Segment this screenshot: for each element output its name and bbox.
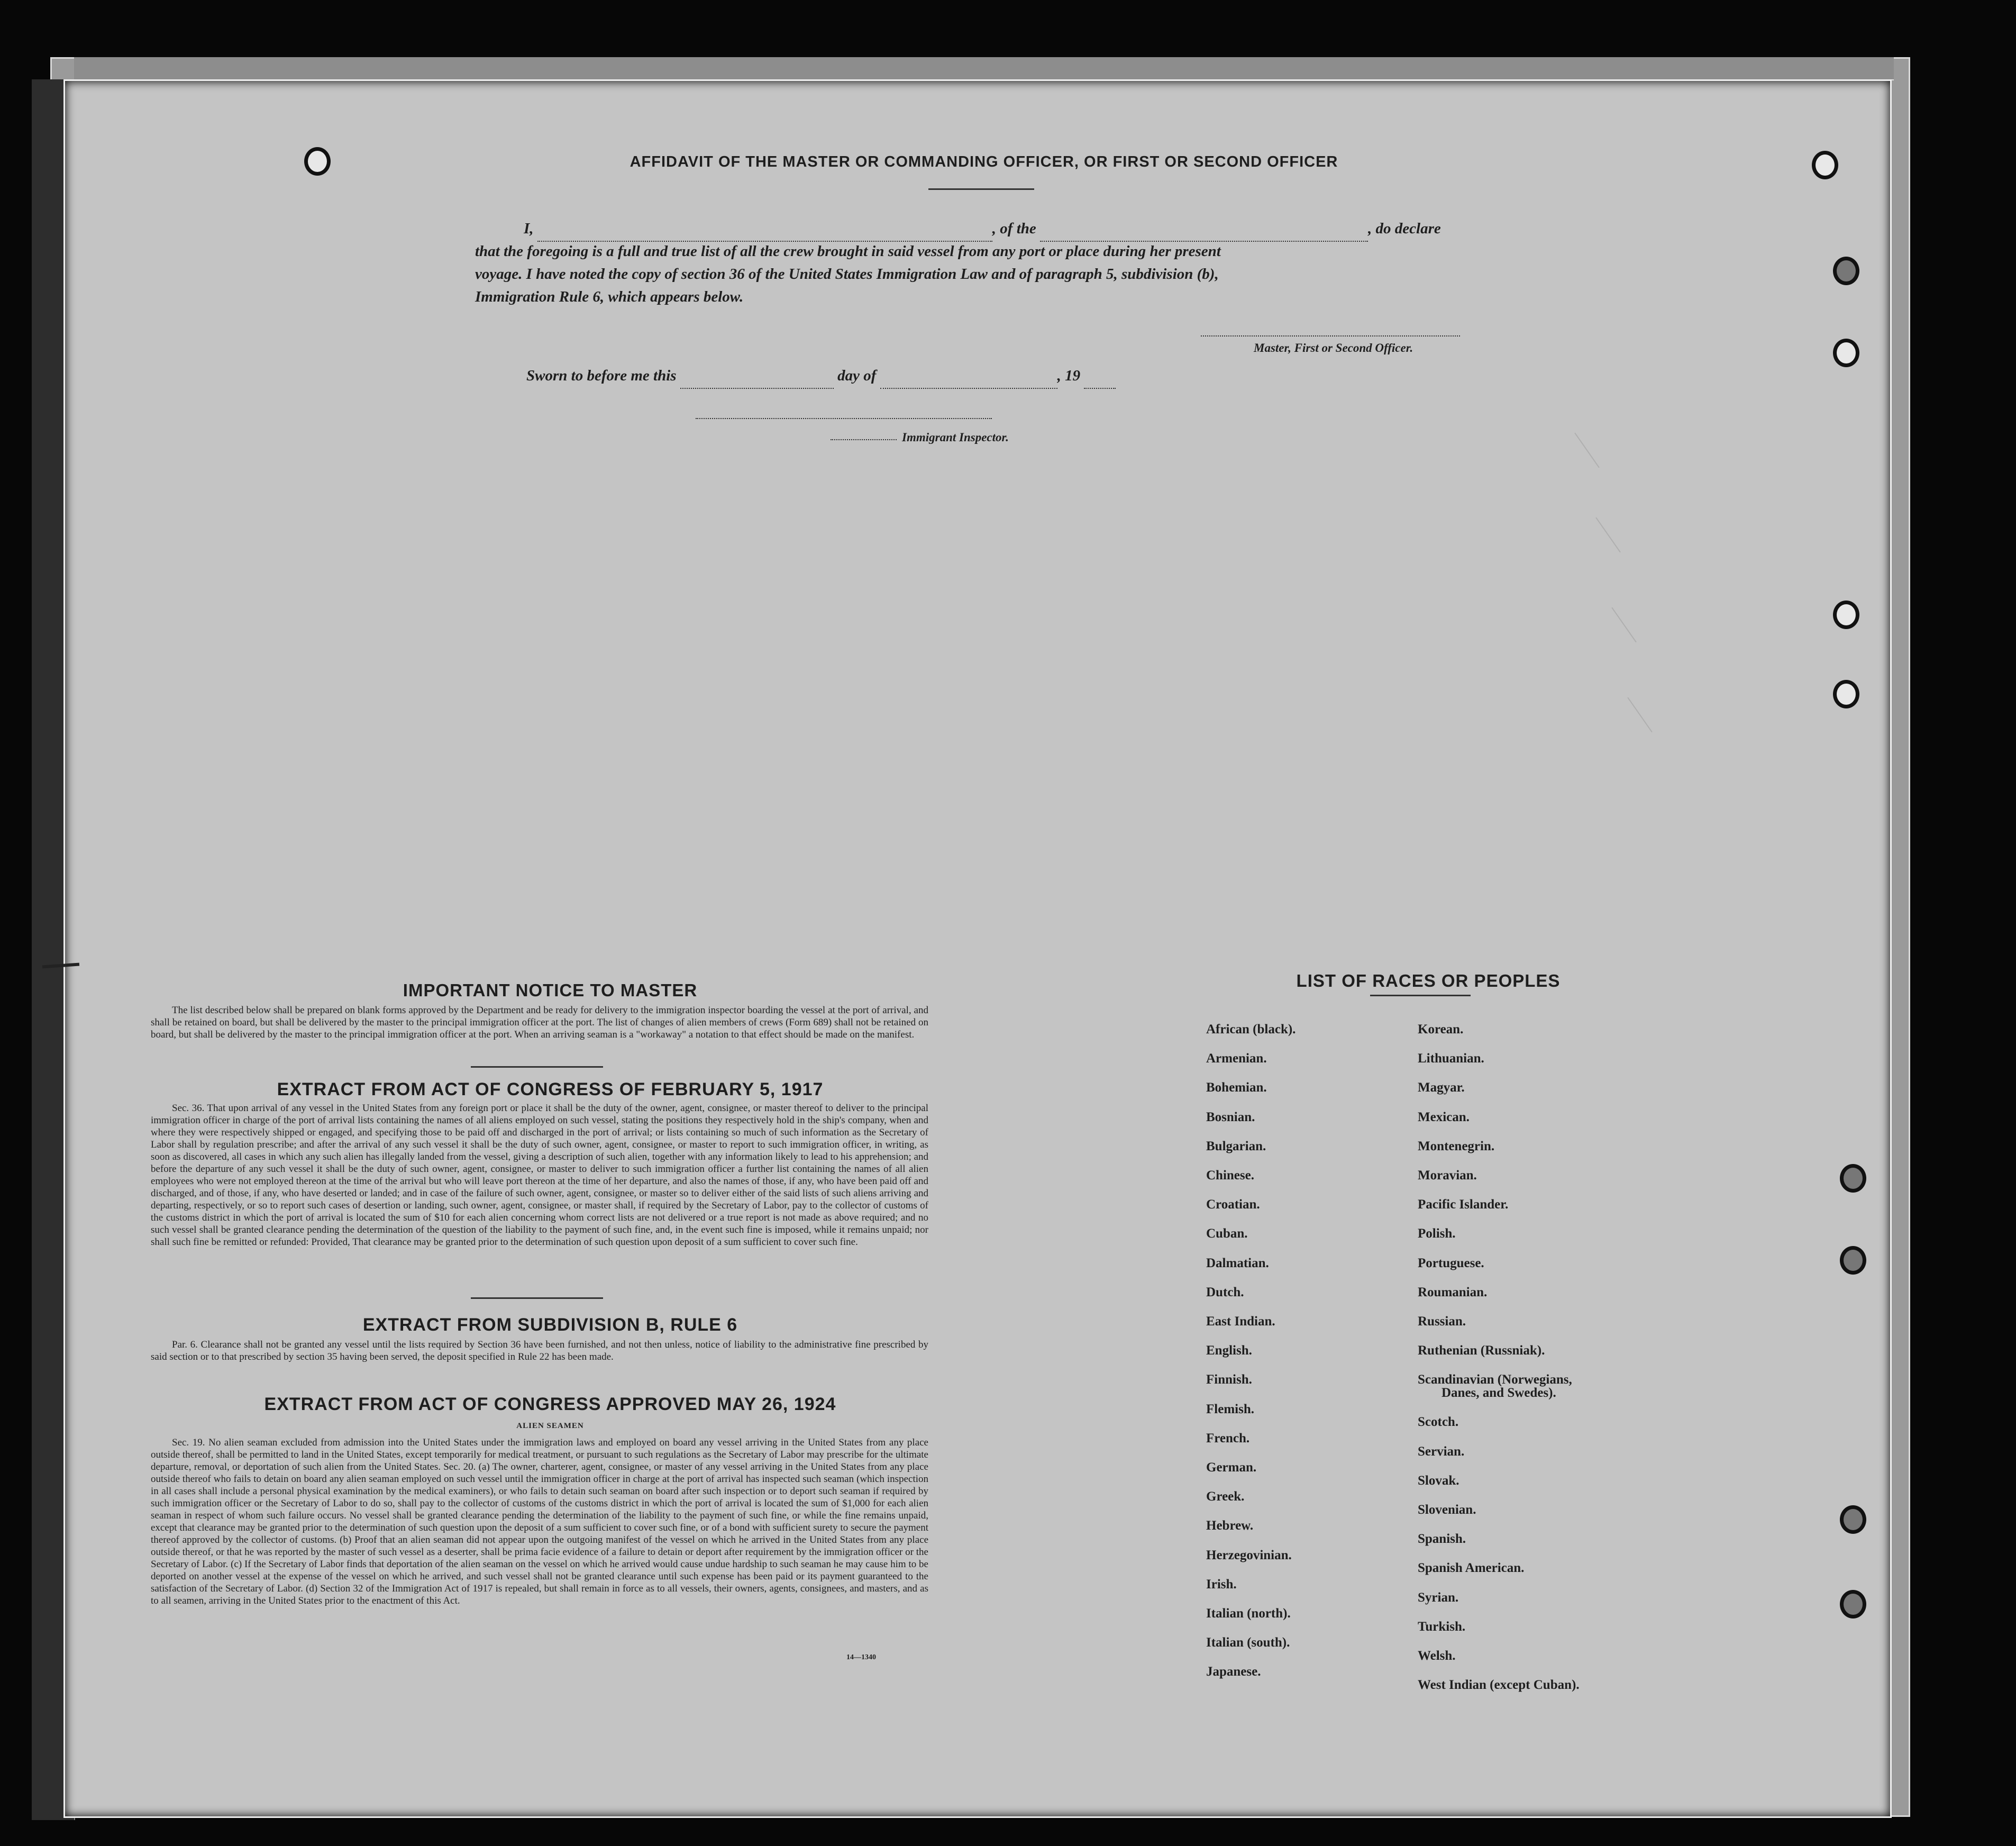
extract-1917-divider	[471, 1297, 603, 1299]
extract-1924-subtitle: ALIEN SEAMEN	[516, 1422, 584, 1430]
race-entry: East Indian.	[1206, 1314, 1275, 1329]
binding-hole-icon	[1833, 257, 1859, 285]
race-entry: Danes, and Swedes).	[1442, 1386, 1556, 1401]
race-entry: Herzegovinian.	[1206, 1548, 1292, 1562]
race-entry: Italian (south).	[1206, 1635, 1290, 1650]
race-entry: Dalmatian.	[1206, 1256, 1269, 1270]
race-entry: Slovenian.	[1418, 1503, 1476, 1517]
extract-1924-title: EXTRACT FROM ACT OF CONGRESS APPROVED MAY 26, 1924	[264, 1394, 836, 1414]
extract-1917-title: EXTRACT FROM ACT OF CONGRESS OF FEBRUARY 5, 1917	[277, 1079, 824, 1099]
race-entry: Scandinavian (Norwegians,	[1418, 1372, 1572, 1387]
race-entry: Scotch.	[1418, 1415, 1459, 1430]
race-entry: Servian.	[1418, 1444, 1465, 1459]
race-entry: Ruthenian (Russniak).	[1418, 1343, 1545, 1358]
binding-hole-icon	[1833, 339, 1859, 367]
name-blank	[537, 217, 992, 242]
race-entry: Dutch.	[1206, 1285, 1244, 1299]
race-entry: Slovak.	[1418, 1473, 1459, 1488]
race-entry: Pacific Islander.	[1418, 1197, 1509, 1212]
race-entry: Montenegrin.	[1418, 1139, 1495, 1153]
binding-hole-icon	[1840, 1164, 1866, 1193]
master-signature-label: Master, First or Second Officer.	[1254, 341, 1413, 354]
title-divider	[928, 188, 1034, 190]
binding-hole-icon	[1840, 1246, 1866, 1275]
binding-hole-icon	[1840, 1505, 1866, 1534]
race-entry: Polish.	[1418, 1226, 1456, 1241]
race-entry: English.	[1206, 1343, 1252, 1358]
race-entry: Turkish.	[1418, 1619, 1466, 1634]
binding-hole-icon	[1840, 1590, 1866, 1618]
form-number: 14—1340	[846, 1653, 876, 1661]
extract-1917-text: Sec. 36. That upon arrival of any vessel in the United States from any foreign port or place it shall be the duty of the owner, agent, consignee, or master thereof to deliver to the principal immigration officer in charge of the port of arrival lists containing the names of all aliens employed on such vessel, stating the positions they respectively hold in the ship's company, when and where they were respectively shipped or engaged, and specifying those to be paid off and discharged in the port of arrival; or lists containing so much of such information as the Secretary of Labor shall by regulation prescribe; and after the arrival of any such vessel it shall be the duty of such owner, agent, consignee, or master to report to such immigration officer, in writing, as soon as discovered, all cases in which any such alien has illegally landed from the vessel, giving a description of such alien, together with any information likely to lead to his apprehension; and before the departure of any such vessel it shall be the duty of such owner, agent, consignee, or master to deliver to such immigration officer a further list containing the names of all alien employees who were not employed thereon at the time of the arrival but who will leave port thereon at the time of her departure, and also the names of those, if any, who have been paid off and discharged, and of those, if any, who have deserted or landed; and in case of the failure of such owner, agent, consignee, or master so to deliver either of the said lists of such aliens arriving and departing, respectively, or so to report such cases of desertion or landing, such owner, agent, consignee, or master shall, if required by the Secretary of Labor, pay to the collector of customs of the customs district in which the port of arrival is located the sum of $10 for each alien concerning whom correct lists are not delivered or a true report is not made as above required; and no such vessel shall be granted clearance pending the determination of the question of the liability to the payment of such fine, and, in the event such fine is imposed, while it remains unpaid; nor shall such fine be remitted or refunded: Provided, That clearance may be granted prior to the determination of such question upon deposit of a sum sufficient to cover such fine.	[151, 1103, 928, 1248]
races-divider	[1370, 995, 1471, 996]
race-entry: Greek.	[1206, 1489, 1245, 1504]
affidavit-title: AFFIDAVIT OF THE MASTER OR COMMANDING OFFICER, OR FIRST OR SECOND OFFICER	[630, 153, 1338, 170]
i-label: I,	[524, 220, 534, 237]
sworn-year-blank	[1084, 364, 1116, 389]
declaration-line-4: Immigration Rule 6, which appears below.	[475, 288, 744, 305]
race-entry: Bosnian.	[1206, 1110, 1255, 1124]
notice-divider	[471, 1066, 603, 1068]
sworn-line	[526, 364, 1116, 389]
race-entry: Lithuanian.	[1418, 1051, 1484, 1066]
race-entry: Finnish.	[1206, 1372, 1252, 1387]
race-entry: Japanese.	[1206, 1665, 1261, 1679]
rule6-title: EXTRACT FROM SUBDIVISION B, RULE 6	[362, 1315, 738, 1335]
binding-hole-icon	[1833, 680, 1859, 708]
sworn-label: Sworn to before me this	[526, 367, 677, 384]
race-entry: Armenian.	[1206, 1051, 1267, 1066]
race-entry: Hebrew.	[1206, 1518, 1254, 1533]
race-entry: Moravian.	[1418, 1168, 1477, 1183]
race-entry: Spanish.	[1418, 1532, 1466, 1547]
binding-hole-icon	[1812, 151, 1838, 179]
races-title: LIST OF RACES OR PEOPLES	[1296, 971, 1561, 990]
race-entry: Korean.	[1418, 1022, 1464, 1036]
race-entry: Bohemian.	[1206, 1080, 1267, 1095]
race-entry: German.	[1206, 1460, 1257, 1475]
race-entry: Russian.	[1418, 1314, 1466, 1329]
race-entry: Mexican.	[1418, 1110, 1470, 1124]
declaration-line-1	[524, 217, 1441, 242]
race-entry: Welsh.	[1418, 1649, 1456, 1663]
notice-text: The list described below shall be prepared on blank forms approved by the Department and be ready for delivery to the immigration inspector boarding the vessel at the port of arrival, and shall be retained on board, but shall be delivered by the master to the principal immigration officer at the port. The list of changes of alien members of crews (Form 689) shall not be retained on board, but shall be delivered by the master to the principal immigration officer at the port. When an arriving seaman is a "workaway" a notation to that effect should be made on the manifest.	[151, 1005, 928, 1040]
day-of-label: day of	[837, 367, 877, 384]
race-entry: Irish.	[1206, 1577, 1237, 1592]
declaration-line-2: that the foregoing is a full and true list of all the crew brought in said vessel from any port or place during her present	[475, 243, 1221, 260]
race-entry: Flemish.	[1206, 1402, 1254, 1416]
of-the-label: , of the	[992, 220, 1036, 237]
rule6-text: Par. 6. Clearance shall not be granted any vessel until the lists required by Section 36 have been furnished, and not then unless, notice of liability to the administrative fine prescribed by said section or to that prescribed by section 35 having been served, the deposit specified in Rule 22 has been made.	[151, 1339, 928, 1362]
race-entry: West Indian (except Cuban).	[1418, 1678, 1580, 1693]
race-entry: Chinese.	[1206, 1168, 1254, 1183]
top-paper-edge	[74, 57, 1894, 80]
sworn-day-blank	[680, 364, 834, 389]
race-entry: Roumanian.	[1418, 1285, 1488, 1299]
declare-label: , do declare	[1368, 220, 1441, 237]
race-entry: Cuban.	[1206, 1226, 1248, 1241]
race-entry: Magyar.	[1418, 1080, 1465, 1095]
race-entry: Syrian.	[1418, 1590, 1459, 1605]
declaration-line-3: voyage. I have noted the copy of section 36 of the United States Immigration Law and of paragraph 5, subdivision (b),	[475, 266, 1219, 283]
inspector-label: Immigrant Inspector.	[902, 431, 1009, 444]
race-entry: Bulgarian.	[1206, 1139, 1266, 1153]
year-label: , 19	[1057, 367, 1081, 384]
race-entry: Portuguese.	[1418, 1256, 1484, 1270]
race-entry: Croatian.	[1206, 1197, 1260, 1212]
inspector-short-line	[831, 439, 897, 440]
race-entry: Italian (north).	[1206, 1606, 1291, 1621]
extract-1924-text: Sec. 19. No alien seaman excluded from admission into the United States under the immigration laws and employed on board any vessel arriving in the United States from any place outside thereof, shall be permitted to land in the United States, except temporarily for medical treatment, or pursuant to such regulations as the Secretary of Labor may prescribe for the ultimate departure, removal, or deportation of such alien from the United States. Sec. 20. (a) The owner, charterer, agent, consignee, or master of any vessel arriving in the United States from any place outside thereof who fails to detain on board any alien seaman employed on such vessel until the immigration officer in charge at the port of arrival has inspected such seaman (which inspection in all cases shall include a personal physical examination by the medical examiners), or who fails to detain such seaman on board after such inspection or to deport such seaman if required by such immigration officer or the Secretary of Labor to do so, shall pay to the collector of customs of the customs district in which the port of arrival is located the sum of $1,000 for each alien seaman in respect of whom such failure occurs. No vessel shall be granted clearance pending the determination of the liability to the payment of such fine, or while the fine remains unpaid, except that clearance may be granted prior to the determination of such question upon the deposit of a sum sufficient to cover such fine, or of a bond with sufficient surety to secure the payment thereof approved by the collector of customs. (b) Proof that an alien seaman did not appear upon the outgoing manifest of the vessel on which he arrived in the United States from any place outside thereof, or that he was reported by the master of such vessel as a deserter, shall be prima facie evidence of a failure to detain or deport after requirement by the immigration officer or the Secretary of Labor. (c) If the Secretary of Labor finds that deportation of the alien seaman on the vessel on which he arrived would cause undue hardship to such seaman he may cause him to be deported on another vessel at the expense of the vessel on which he arrived, and such vessel shall not be granted clearance until such expense has been paid or its payment guaranteed to the satisfaction of the Secretary of Labor. (d) Section 32 of the Immigration Act of 1917 is repealed, but shall remain in force as to all vessels, their owners, agents, consignees, and masters, and as to all seamen, arriving in the United States prior to the enactment of this Act.	[151, 1437, 928, 1606]
vessel-blank	[1040, 217, 1368, 242]
race-entry: African (black).	[1206, 1022, 1296, 1036]
race-entry: Spanish American.	[1418, 1561, 1525, 1576]
sworn-month-blank	[880, 364, 1057, 389]
notice-title: IMPORTANT NOTICE TO MASTER	[403, 980, 698, 1000]
stamp-circle-icon	[304, 147, 331, 176]
binding-hole-icon	[1833, 601, 1859, 629]
inspector-signature-line	[696, 418, 992, 419]
race-entry: French.	[1206, 1431, 1250, 1445]
